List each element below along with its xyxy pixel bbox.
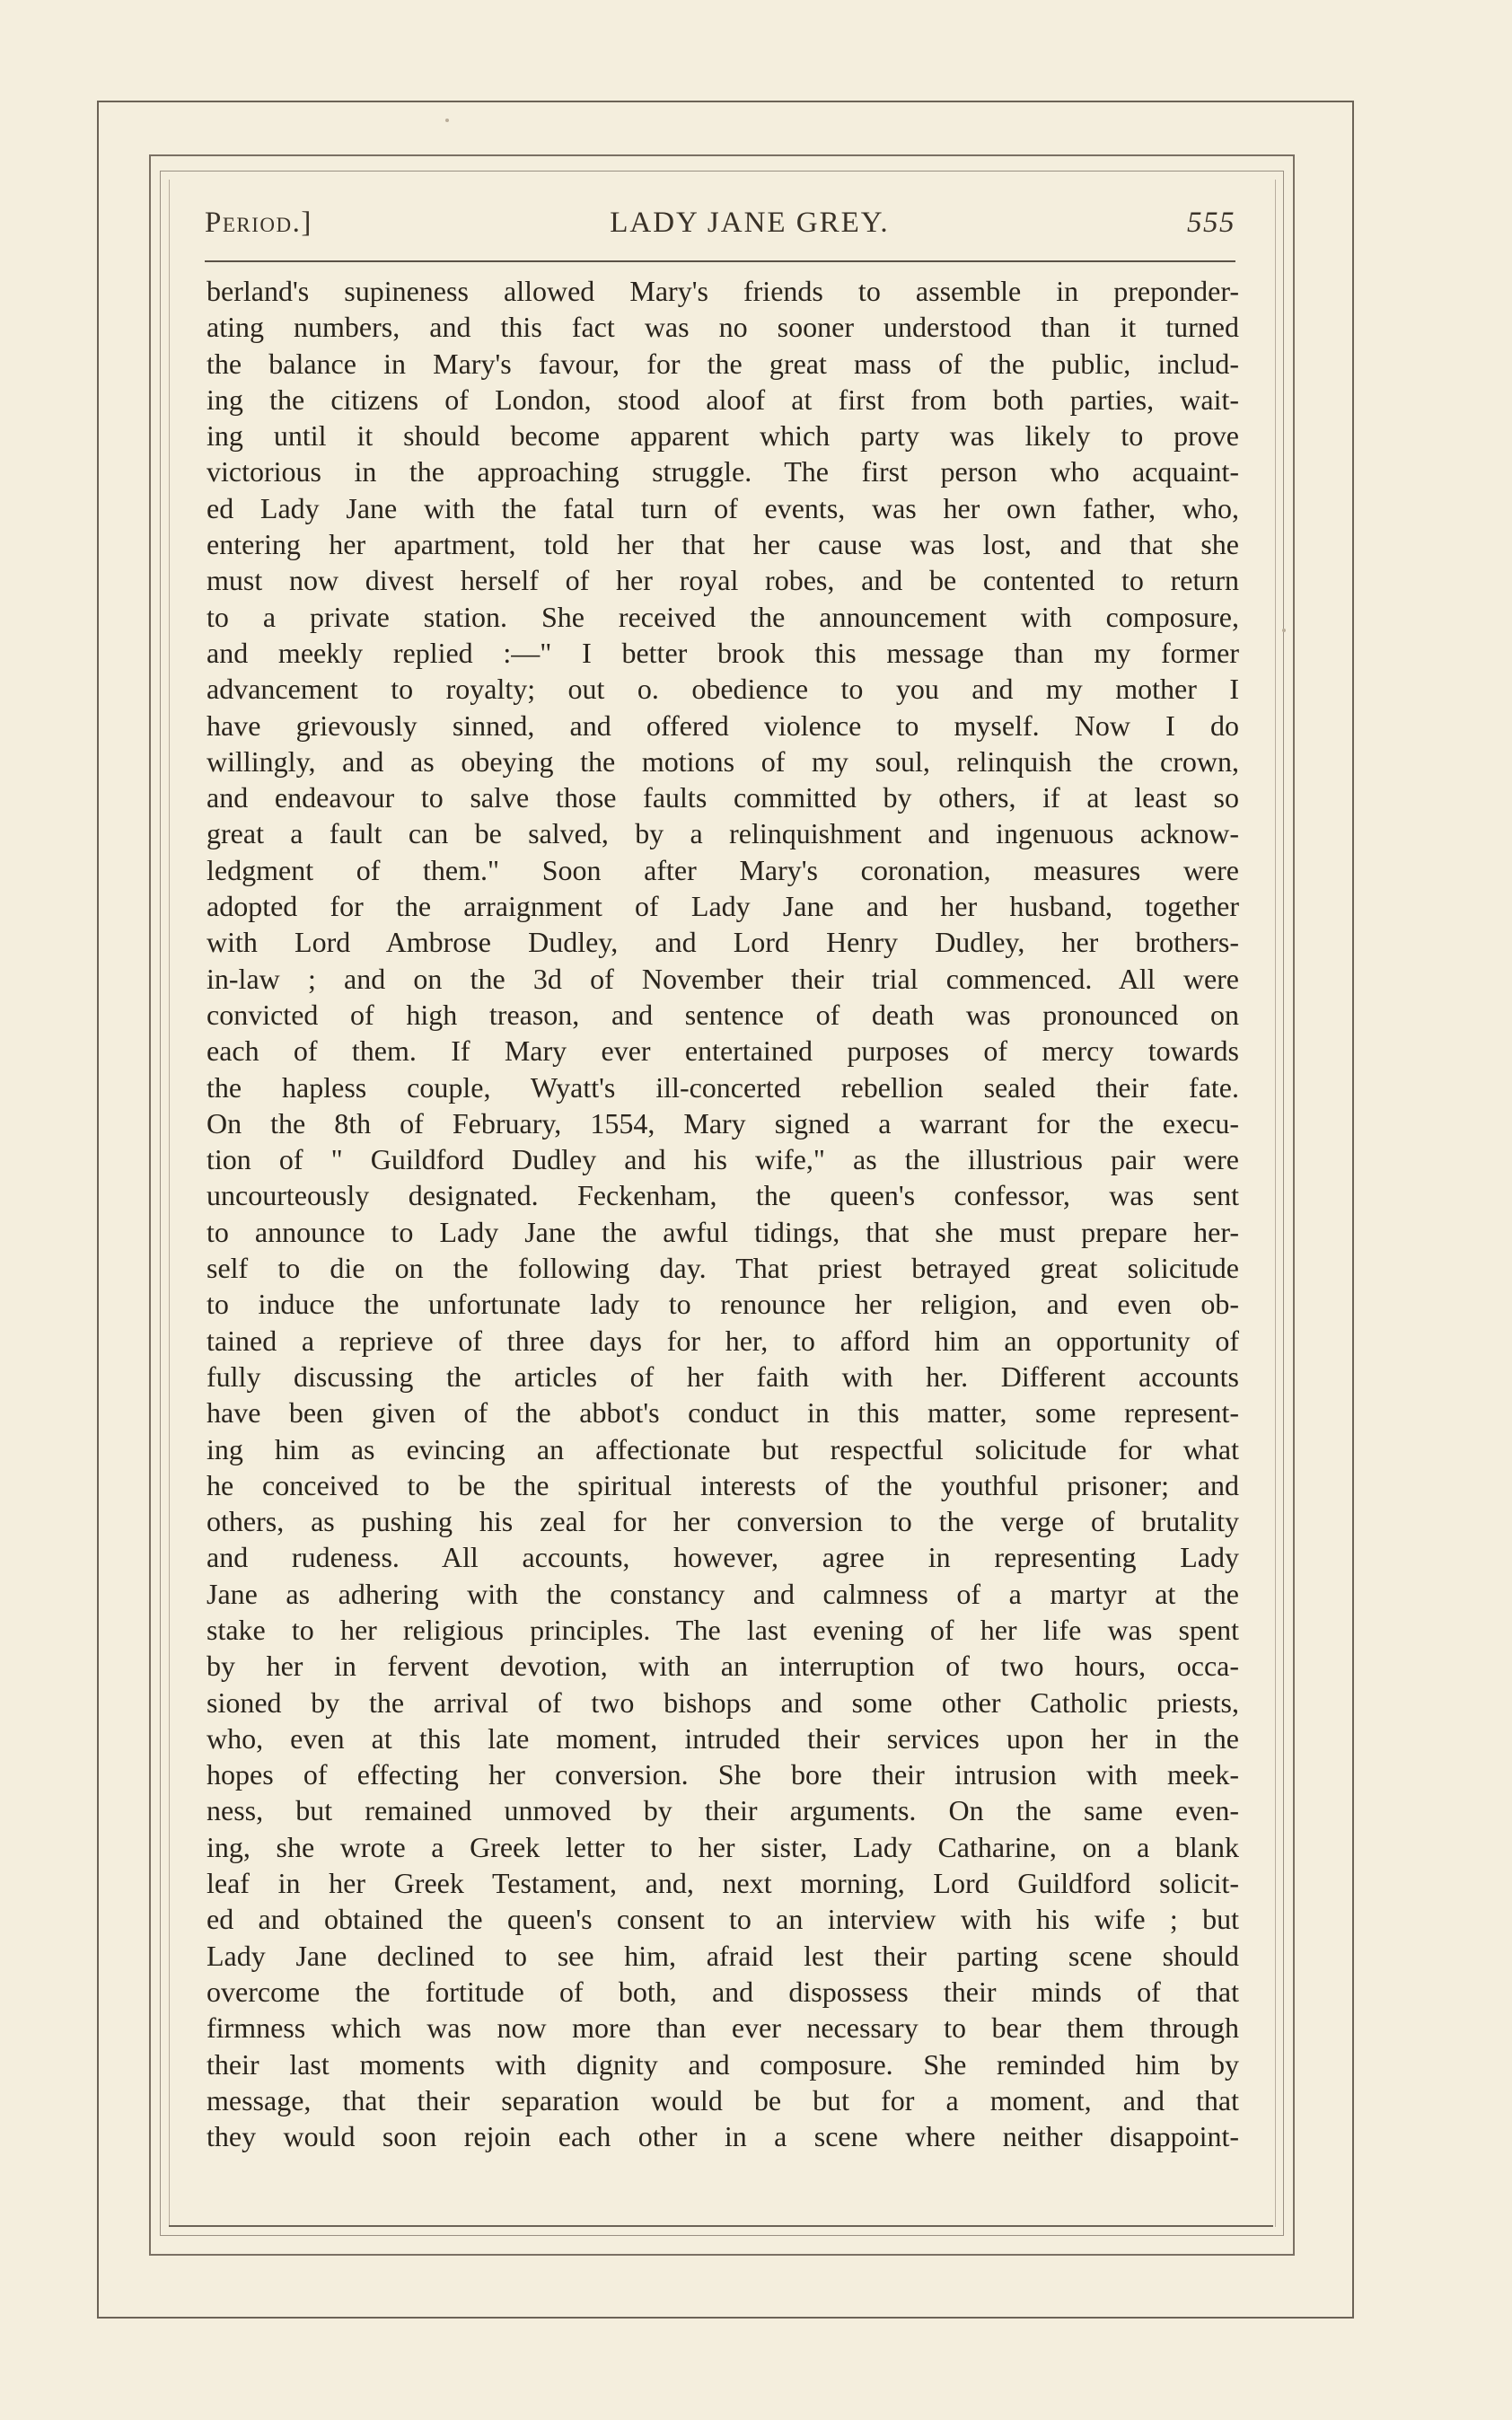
text-line: each of them. If Mary ever entertained purposes of mercy towards [207, 1034, 1239, 1068]
text-line: convicted of high treason, and sentence of death was pronounced on [207, 998, 1239, 1031]
text-line: ed Lady Jane with the fatal turn of events, was her own father, who, [207, 491, 1239, 524]
text-line: and endeavour to salve those faults committed by others, if at least so [207, 781, 1239, 814]
margin-rule-left [169, 180, 170, 2227]
text-line: hopes of effecting her conversion. She bore their intrusion with meek- [207, 1758, 1239, 1791]
paper-speck [1282, 629, 1286, 632]
bottom-rule [169, 2225, 1273, 2227]
text-line: by her in fervent devotion, with an interruption of two hours, occa- [207, 1650, 1239, 1683]
text-line: to induce the unfortunate lady to renounce her religion, and even ob- [207, 1288, 1239, 1321]
text-line: Jane as adhering with the constancy and calmness of a martyr at the [207, 1577, 1239, 1610]
text-line: to announce to Lady Jane the awful tidings, that she must prepare her- [207, 1215, 1239, 1248]
text-line: advancement to royalty; out o. obedience to you and my mother I [207, 673, 1239, 706]
section-marker: Period.] [205, 207, 312, 239]
margin-rule-right [1275, 180, 1276, 2227]
running-head [205, 207, 1235, 248]
text-line: overcome the fortitude of both, and dispossess their minds of that [207, 1975, 1239, 2008]
text-line: have grievously sinned, and offered violence to myself. Now I do [207, 708, 1239, 742]
text-line: and meekly replied :—" I better brook this message than my former [207, 636, 1239, 669]
text-line: ledgment of them." Soon after Mary's coronation, measures were [207, 853, 1239, 886]
text-line: ing the citizens of London, stood aloof at first from both parties, wait- [207, 383, 1239, 416]
text-line: must now divest herself of her royal robes, and be contented to return [207, 564, 1239, 597]
text-line: ing until it should become apparent which party was likely to prove [207, 419, 1239, 453]
body-text [207, 273, 1239, 2154]
text-line: tion of " Guildford Dudley and his wife," as the illustrious pair were [207, 1143, 1239, 1176]
text-line: willingly, and as obeying the motions of my soul, relinquish the crown, [207, 744, 1239, 778]
text-line: uncourteously designated. Feckenham, the queen's confessor, was sent [207, 1179, 1239, 1212]
text-line: ating numbers, and this fact was no sooner understood than it turned [207, 311, 1239, 344]
text-line: entering her apartment, told her that her cause was lost, and that she [207, 528, 1239, 561]
paper-speck [445, 119, 449, 122]
page-title: LADY JANE GREY. [610, 207, 890, 239]
text-line: leaf in her Greek Testament, and, next morning, Lord Guildford solicit- [207, 1867, 1239, 1900]
text-line: others, as pushing his zeal for her conversion to the verge of brutality [207, 1505, 1239, 1538]
text-line: to a private station. She received the announcement with composure, [207, 600, 1239, 633]
text-line: ness, but remained unmoved by their arguments. On the same even- [207, 1794, 1239, 1827]
text-line: ing him as evincing an affectionate but respectful solicitude for what [207, 1432, 1239, 1465]
text-line: On the 8th of February, 1554, Mary signed a warrant for the execu- [207, 1106, 1239, 1140]
text-line: adopted for the arraignment of Lady Jane and her husband, together [207, 890, 1239, 923]
text-line: victorious in the approaching struggle. The first person who acquaint- [207, 455, 1239, 488]
page-number: 555 [1186, 207, 1235, 239]
text-line: berland's supineness allowed Mary's friends to assemble in preponder- [207, 275, 1239, 307]
text-line: tained a reprieve of three days for her, to afford him an opportunity of [207, 1324, 1239, 1357]
text-line: who, even at this late moment, intruded their services upon her in the [207, 1721, 1239, 1755]
text-line: Lady Jane declined to see him, afraid lest their parting scene should [207, 1939, 1239, 1972]
text-line: the hapless couple, Wyatt's ill-concerted rebellion sealed their fate. [207, 1070, 1239, 1104]
text-line: ing, she wrote a Greek letter to her sister, Lady Catharine, on a blank [207, 1830, 1239, 1863]
text-line: their last moments with dignity and composure. She reminded him by [207, 2047, 1239, 2081]
text-line: and rudeness. All accounts, however, agree in representing Lady [207, 1541, 1239, 1574]
text-line: message, that their separation would be but for a moment, and that [207, 2083, 1239, 2116]
text-line: stake to her religious principles. The last evening of her life was spent [207, 1613, 1239, 1646]
text-line: have been given of the abbot's conduct in this matter, some represent- [207, 1396, 1239, 1430]
text-line: they would soon rejoin each other in a scene where neither disappoint- [207, 2120, 1239, 2153]
text-line: the balance in Mary's favour, for the great mass of the public, includ- [207, 347, 1239, 380]
header-rule [205, 260, 1235, 262]
text-line: fully discussing the articles of her faith with her. Different accounts [207, 1360, 1239, 1393]
text-line: great a fault can be salved, by a relinquishment and ingenuous acknow- [207, 817, 1239, 850]
text-line: ed and obtained the queen's consent to an interview with his wife ; but [207, 1903, 1239, 1936]
text-line: in-law ; and on the 3d of November their trial commenced. All were [207, 962, 1239, 995]
text-line: he conceived to be the spiritual interests of the youthful prisoner; and [207, 1468, 1239, 1501]
text-line: sioned by the arrival of two bishops and some other Catholic priests, [207, 1685, 1239, 1719]
text-line: firmness which was now more than ever necessary to bear them through [207, 2011, 1239, 2045]
text-line: self to die on the following day. That priest betrayed great solicitude [207, 1252, 1239, 1285]
text-line: with Lord Ambrose Dudley, and Lord Henry Dudley, her brothers- [207, 926, 1239, 959]
